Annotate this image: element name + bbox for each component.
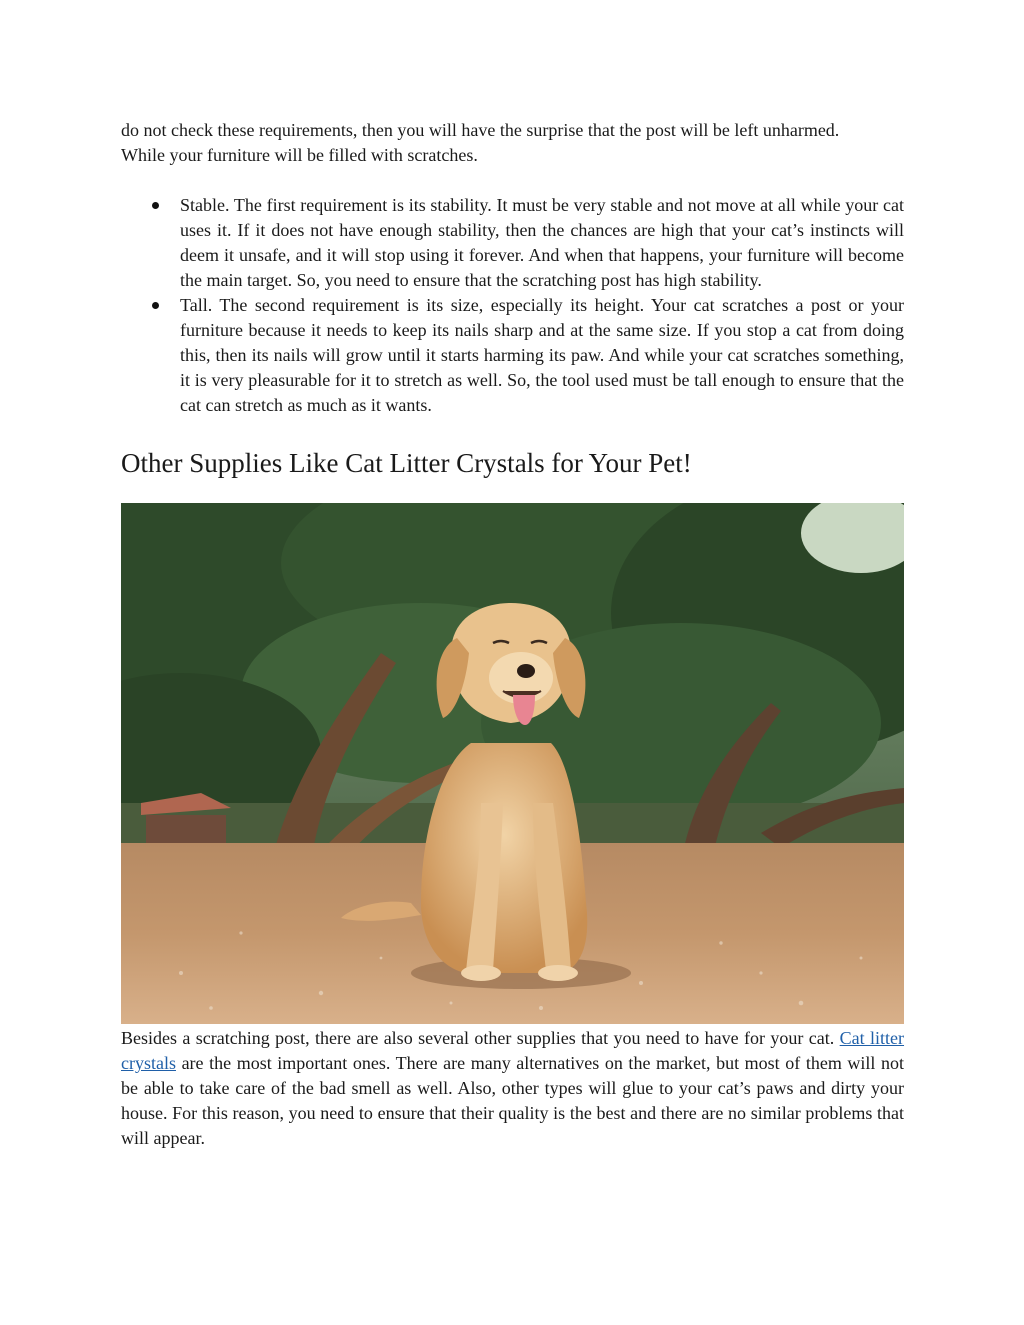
cat-litter-crystals-link[interactable]: Cat litter crystals (121, 1028, 905, 1073)
list-item-tall (121, 293, 904, 418)
intro-paragraph (121, 118, 904, 168)
closing-sentence-1: Besides a scratching post, there are also several other supplies that you need to have for your cat. (121, 1028, 835, 1048)
section-heading: Other Supplies Like Cat Litter Crystals for Your Pet! (121, 448, 692, 478)
intro-line-2: While your furniture will be filled with scratches. (121, 145, 478, 165)
closing-paragraph (121, 1026, 904, 1151)
document-page (121, 118, 904, 1151)
list-item-text: Tall. The second requirement is its size, especially its height. Your cat scratches a post or your furniture because it needs to keep its nails sharp and at the same size. If you stop a cat from doing this, then its nails will grow until it starts harming its paw. And while your cat scratches something, it is very pleasurable for it to stretch as well. So, the tool used must be tall enough to ensure that the cat can stretch as much as it wants. (180, 295, 904, 415)
dog-photo (121, 503, 904, 1024)
intro-line-1: do not check these requirements, then you will have the surprise that the post will be left unharmed. (121, 120, 840, 140)
list-item-stable (121, 193, 904, 293)
requirements-list (121, 193, 904, 418)
dog-photo-illustration (121, 503, 904, 1024)
list-item-text: Stable. The first requirement is its stability. It must be very stable and not move at all while your cat uses it. If it does not have enough stability, then the chances are high that your cat’s instincts will deem it unsafe, and it will stop using it forever. And when that happens, your furniture will become the main target. So, you need to ensure that the scratching post has high stability. (180, 195, 904, 290)
bullet-icon (152, 302, 159, 309)
bullet-icon (152, 202, 159, 209)
closing-rest: are the most important ones. There are many alternatives on the market, but most of them will not be able to take care of the bad smell as well. Also, other types will glue to your cat’s paws and dirty your house. For this reason, you need to ensure that their quality is the best and there are no similar problems that will appear. (121, 1053, 904, 1148)
